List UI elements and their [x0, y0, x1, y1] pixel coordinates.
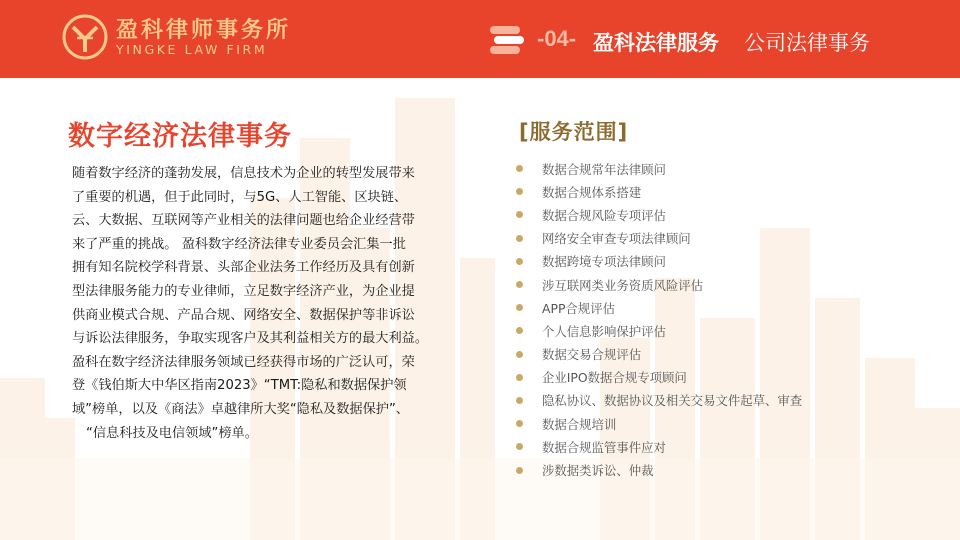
paragraph-line: 来了严重的挑战。 盈科数字经济法律专业委员会汇集一批	[72, 236, 406, 252]
bullet-dot-icon	[516, 304, 523, 311]
paragraph-line: 域”榜单，以及《商法》卓越律所大奖“隐私及数据保护”、	[72, 401, 409, 417]
service-scope-heading: [服务范围]	[519, 120, 629, 144]
bullet-dot-icon	[516, 443, 523, 450]
brand-name-cn: 盈科律师事务所	[116, 18, 292, 43]
intro-paragraph	[72, 162, 447, 445]
service-item-label: 涉数据类诉讼、仲裁	[542, 463, 654, 479]
paragraph-line: 拥有知名院校学科背景、头部企业法务工作经历及具有创新	[72, 260, 415, 276]
service-item	[516, 273, 802, 296]
bullet-dot-icon	[516, 281, 523, 288]
paragraph-line: “信息科技及电信领域”榜单。	[86, 425, 258, 441]
service-item-label: 数据合规监管事件应对	[542, 439, 666, 455]
paragraph-line: 随着数字经济的蓬勃发展，信息技术为企业的转型发展带来	[72, 166, 415, 181]
paragraph-line: 了重要的机遇，但于此同时，与5G、人工智能、区块链、	[72, 189, 408, 205]
stacked-pills-icon	[490, 25, 526, 55]
service-item-label: 数据合规培训	[542, 416, 617, 432]
service-item-label: 企业IPO数据合规专项顾问	[542, 370, 687, 386]
bullet-dot-icon	[516, 235, 523, 242]
paragraph-line: 型法律服务能力的专业律师，立足数字经济产业，为企业提	[72, 283, 415, 299]
section-title: 盈科法律服务	[593, 31, 719, 55]
service-item-label: 数据合规常年法律顾问	[542, 161, 666, 177]
service-item	[516, 250, 802, 273]
service-item	[516, 343, 802, 366]
bullet-dot-icon	[516, 165, 523, 172]
service-item	[516, 412, 802, 435]
service-list	[516, 157, 802, 482]
service-item	[516, 203, 802, 226]
yingke-logo-icon	[62, 14, 108, 60]
bullet-dot-icon	[516, 420, 523, 427]
bullet-dot-icon	[516, 351, 523, 358]
bullet-dot-icon	[516, 467, 523, 474]
service-item-label: 数据合规风险专项评估	[542, 207, 666, 223]
section-number: -04-	[537, 26, 577, 51]
brand-name-en: YINGKE LAW FIRM	[116, 42, 268, 57]
header-bar	[0, 0, 960, 78]
main-title: 数字经济法律事务	[68, 121, 292, 152]
bullet-dot-icon	[516, 188, 523, 195]
service-item	[516, 157, 802, 180]
bullet-dot-icon	[516, 327, 523, 334]
paragraph-line: 与诉讼法律服务，争取实现客户及其利益相关方的最大利益。	[72, 331, 429, 347]
service-item-label: 涉互联网类业务资质风险评估	[542, 277, 704, 293]
service-item	[516, 319, 802, 342]
service-item-label: 隐私协议、数据协议及相关交易文件起草、审查	[542, 393, 803, 409]
service-item	[516, 366, 802, 389]
service-item-label: 数据合规体系搭建	[542, 184, 642, 200]
service-item	[516, 435, 802, 458]
bullet-dot-icon	[516, 374, 523, 381]
service-item	[516, 296, 802, 319]
service-item-label: 个人信息影响保护评估	[542, 323, 666, 339]
bullet-dot-icon	[516, 211, 523, 218]
service-item-label: 数据交易合规评估	[542, 347, 642, 363]
service-item-label: APP合规评估	[542, 300, 615, 316]
paragraph-line: 供商业模式合规、产品合规、网络安全、数据保护等非诉讼	[72, 307, 415, 323]
service-item	[516, 458, 802, 481]
bullet-dot-icon	[516, 397, 523, 404]
service-item	[516, 227, 802, 250]
bullet-dot-icon	[516, 258, 523, 265]
section-subtitle: 公司法律事务	[744, 31, 870, 55]
service-item	[516, 180, 802, 203]
paragraph-line: 盈科在数字经济法律服务领域已经获得市场的广泛认可，荣	[72, 354, 415, 370]
service-item-label: 网络安全审查专项法律顾问	[542, 231, 691, 247]
service-item	[516, 389, 802, 412]
paragraph-line: 登《钱伯斯大中华区指南2023》“TMT:隐私和数据保护领	[72, 378, 407, 394]
paragraph-line: 云、大数据、互联网等产业相关的法律问题也给企业经营带	[72, 213, 415, 229]
service-item-label: 数据跨境专项法律顾问	[542, 254, 666, 270]
